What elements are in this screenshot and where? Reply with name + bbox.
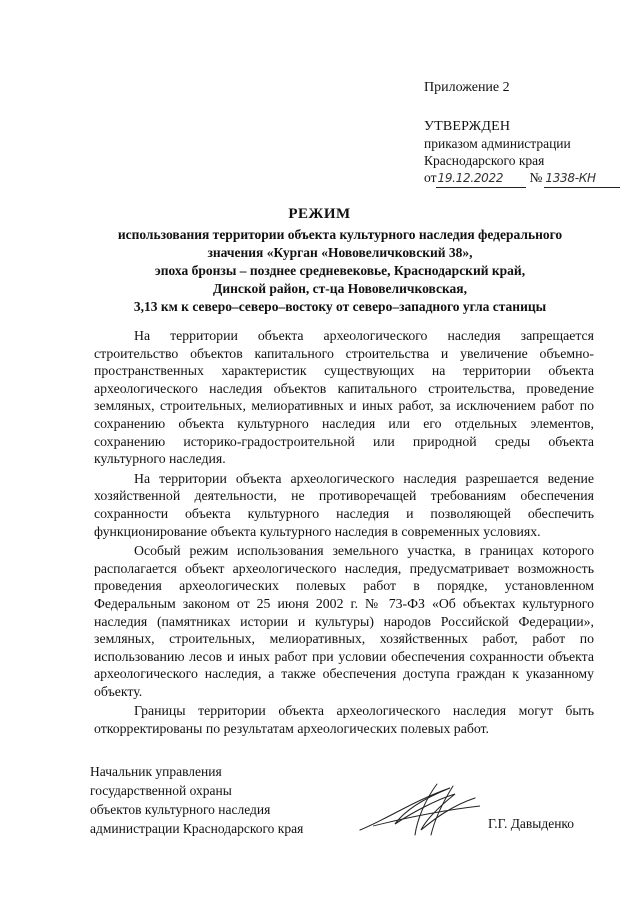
approval-status: УТВЕРЖДЕН	[424, 119, 511, 134]
position-line: объектов культурного наследия	[90, 802, 271, 817]
order-line	[424, 169, 620, 188]
subtitle-line: использования территории объекта культурного наследия федерального	[117, 227, 563, 242]
signatory-name: Г.Г. Давыденко	[488, 816, 575, 831]
handwritten-signature	[355, 780, 485, 840]
document-body	[94, 327, 594, 740]
body-paragraph: Особый режим использования земельного участка, в границах которого располагается объект археологического наследия, предусматривает возможность проведения археологических полевых работ в порядке, установленном Федеральным законом от 25 июня 2002 г. № 73-ФЗ «Об объектах культурного наследия (памятниках истории и культуры) народов Российской Федерации», земляных, строительных, мелиоративных, хозяйственных работ, работ по использованию лесов и иных работ при условии обеспечения сохранности объекта археологического наследия, а также обеспечения доступа граждан к указанному объекту.	[94, 543, 594, 699]
approval-stamp	[424, 118, 620, 188]
body-paragraph: Границы территории объекта археологического наследия могут быть откорректированы по результатам археологических полевых работ.	[94, 703, 594, 737]
position-line: Начальник управления	[90, 764, 222, 779]
subtitle-line: эпоха бронзы – позднее средневековье, Краснодарский край,	[154, 263, 526, 278]
order-number: 1338-КН	[544, 170, 620, 188]
position-line: государственной охраны	[90, 783, 232, 798]
approval-line-1: приказом администрации	[424, 136, 571, 151]
subtitle-line: значения «Курган «Нововеличковский 38»,	[207, 245, 473, 260]
date-prefix: от	[424, 170, 437, 185]
subtitle-line: Динской район, ст-ца Нововеличковская,	[213, 281, 467, 296]
approval-line-2: Краснодарского края	[424, 153, 545, 168]
signatory-position	[90, 762, 303, 838]
document-subtitle	[60, 226, 620, 316]
position-line: администрации Краснодарского края	[90, 821, 304, 836]
order-date: 19.12.2022	[436, 170, 526, 188]
number-prefix: №	[529, 170, 543, 185]
appendix-label: Приложение 2	[424, 80, 510, 95]
subtitle-line: 3,13 км к северо–северо–востоку от северо–западного угла станицы	[133, 299, 547, 314]
body-paragraph: На территории объекта археологического наследия запрещается строительство объектов капитального строительства и увеличение объемно-пространственных характеристик существующих на территории объекта археологического наследия объектов капитального строительства, проведение земляных, строительных, мелиоративных и иных работ, за исключением работ по сохранению объекта культурного наследия или его отдельных элементов, сохранению историко-градостроительной или природной среды объекта культурного наследия.	[94, 328, 594, 467]
document-title: РЕЖИМ	[288, 206, 351, 222]
body-paragraph: На территории объекта археологического наследия разрешается ведение хозяйственной деятельности, не противоречащей требованиям обеспечения сохранности объекта культурного наследия и позволяющей обеспечить функционирование объекта культурного наследия в современных условиях.	[94, 470, 594, 539]
